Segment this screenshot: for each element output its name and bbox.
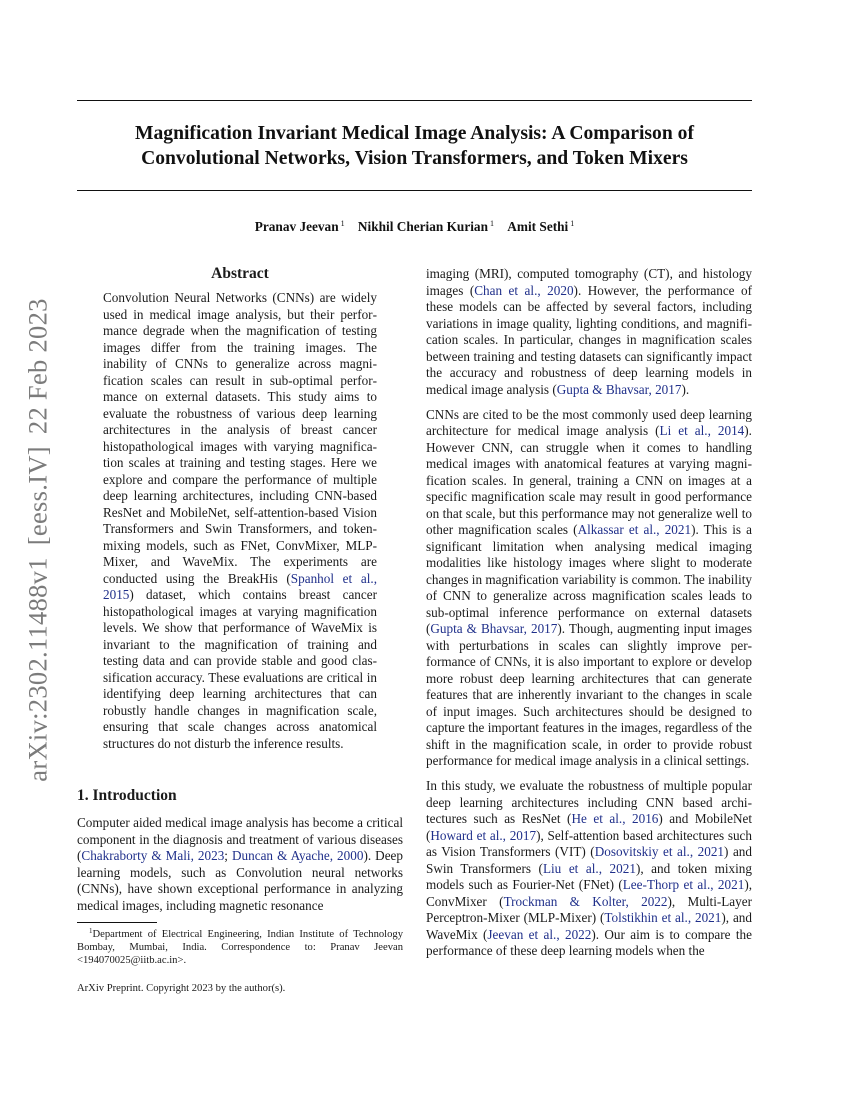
- title-rule-bottom: [77, 190, 752, 191]
- citation-link[interactable]: Trockman & Kolter, 2022: [503, 893, 668, 909]
- paper-title-line-1: Magnification Invariant Medical Image Analysis: A Comparison of: [135, 123, 694, 144]
- arxiv-category: [eess.IV]: [22, 446, 53, 546]
- abstract-body: Convolution Neural Networks (CNNs) are widely used in medical image analysis, but their performance degrade when the magnification of testing images differ from the training images. The inability of CNNs to generalize across magnification scales can result in sub-optimal performance on external datasets. This study aims to evaluate the robustness of various deep learning architectures in the analysis of breast cancer histopathological images with varying magnification scales at training and testing stages. Here we explore and compare the performance of multiple deep learning architectures, including CNN-based ResNet and MobileNet, self-attention-based Vision Transformers and Swin Transformers, and token-mixing models, such as FNet, ConvMixer, MLP-Mixer, and WaveMix. The experiments are conducted using the BreakHis (Spanhol et al., 2015) dataset, which contains breast cancer histopathological images at varying magnification levels. We show that performance of WaveMix is invariant to the magnification of training and testing data and can provide stable and good classification accuracy. These evaluations are critical in identifying deep learning architectures that can robustly handle changes in magnification scale, ensuring that scale changes across anatomical structures do not disturb the inference results.: [103, 290, 377, 751]
- section-heading-introduction: 1. Introduction: [77, 787, 177, 804]
- citation-link[interactable]: Liu et al., 2021: [542, 860, 636, 876]
- citation-link[interactable]: Jeevan et al., 2022: [487, 926, 592, 942]
- citation-link[interactable]: Alkassar et al., 2021: [577, 522, 692, 537]
- citation-link[interactable]: Spanhol et al., 2015: [103, 570, 377, 602]
- author-list: [77, 219, 752, 235]
- citation-link[interactable]: He et al., 2016: [571, 811, 659, 826]
- author: Nikhil Cherian Kurian $^1$: [357, 219, 494, 234]
- title-rule-top: [77, 100, 752, 101]
- abstract-heading: Abstract: [211, 265, 269, 282]
- preprint-notice: ArXiv Preprint. Copyright 2023 by the author(s).: [77, 983, 286, 994]
- citation-link[interactable]: Dosovitskiy et al., 2021: [594, 844, 725, 859]
- citation-link[interactable]: Tolstikhin et al., 2021: [604, 910, 722, 925]
- author: Amit Sethi $^1$: [507, 219, 575, 234]
- arxiv-identifier-stamp: [23, 298, 54, 781]
- citation-link[interactable]: Chakraborty & Mali, 2023: [81, 848, 225, 863]
- citation-link[interactable]: Gupta & Bhavsar, 2017: [556, 381, 682, 397]
- citation-link[interactable]: Gupta & Bhavsar, 2017: [430, 621, 558, 636]
- paper-title-line-2: Convolutional Networks, Vision Transformers, and Token Mixers: [141, 148, 688, 169]
- footnote-rule: [77, 922, 157, 923]
- citation-link[interactable]: Chan et al., 2020: [474, 282, 574, 298]
- citation-link[interactable]: Duncan & Ayache, 2000: [232, 848, 364, 863]
- author: Pranav Jeevan $^1$: [254, 219, 345, 234]
- footnote-affiliation: $^1$Department of Electrical Engineering, Indian Institute of Technology Bombay, Mumbai, India. Correspondence to: Pranav Jeevan <194070025@iitb.ac.in>.: [77, 927, 403, 967]
- introduction-paragraph-1-end: imaging (MRI), computed tomography (CT), and histology images (Chan et al., 2020). However, the performance of these models can be affected by several factors, including variations in image quality, lighting conditions, and magnification scales. In particular, changes in magnification scales between training and testing datasets can significantly impact the accuracy and robustness of deep learning models in medical image analysis (Gupta & Bhavsar, 2017).: [426, 266, 753, 397]
- citation-link[interactable]: Lee-Thorp et al., 2021: [622, 877, 745, 892]
- arxiv-id: arXiv:2302.11488v1: [22, 557, 53, 782]
- paper-title: [77, 121, 752, 171]
- citation-link[interactable]: Howard et al., 2017: [430, 827, 537, 843]
- citation-link[interactable]: Li et al., 2014: [659, 423, 745, 438]
- footnote-mark: 1: [89, 927, 93, 935]
- right-column: [426, 266, 752, 960]
- affiliation-mark: 1: [340, 219, 345, 228]
- introduction-paragraph-1-start: Computer aided medical image analysis has become a critical component in the diagnosis and treatment of various diseases (Chakraborty & Mali, 2023; Duncan & Ayache, 2000). Deep learning models, such as Convolution neural networks (CNNs), have shown exceptional performance in analyzing medical images, including magnetic resonance: [77, 815, 403, 913]
- affiliation-mark: 1: [489, 219, 494, 228]
- introduction-paragraph-3: In this study, we evaluate the robustness of multiple popular deep learning architectures including CNN based architectures such as ResNet (He et al., 2016) and MobileNet (Howard et al., 2017), Self-attention based architectures such as Vision Transformers (VIT) (Dosovitskiy et al., 2021) and Swin Transformers (Liu et al., 2021), and token mixing models such as Fourier-Net (FNet) (Lee-Thorp et al., 2021), ConvMixer (Trockman & Kolter, 2022), Multi-Layer Perceptron-Mixer (MLP-Mixer) (Tolstikhin et al., 2021), and WaveMix (Jeevan et al., 2022). Our aim is to compare the performance of these deep learning models when the: [426, 778, 753, 958]
- affiliation-mark: 1: [570, 219, 575, 228]
- introduction-paragraph-2: CNNs are cited to be the most commonly used deep learning architecture for medical image analysis (Li et al., 2014). However CNN, can struggle when it comes to handling medical images with anatomical features at varying magnification scales. In general, training a CNN on images at a specific magnification scale may result in good performance on that scale, but this performance may not generalize well to other magnification scales (Alkassar et al., 2021). This is a significant limitation when analysing medical imaging modalities like histology images where slight to moderate changes in magnification variability is common. The inability of CNN to generalize across magnification scales leads to sub-optimal inference performance on external datasets (Gupta & Bhavsar, 2017). Though, augmenting input images with perturbations in scales can slightly improve performance of CNNs, it is also important to explore or develop more robust deep learning architectures that can generate features that are inherently invariant to the changes in scale of input images. Such architectures should be designed to capture the important features in the images, regardless of the shift in the magnification scale, in order to provide robust performance for medical image analysis in a clinical settings.: [426, 406, 752, 768]
- arxiv-date: 22 Feb 2023: [22, 298, 53, 435]
